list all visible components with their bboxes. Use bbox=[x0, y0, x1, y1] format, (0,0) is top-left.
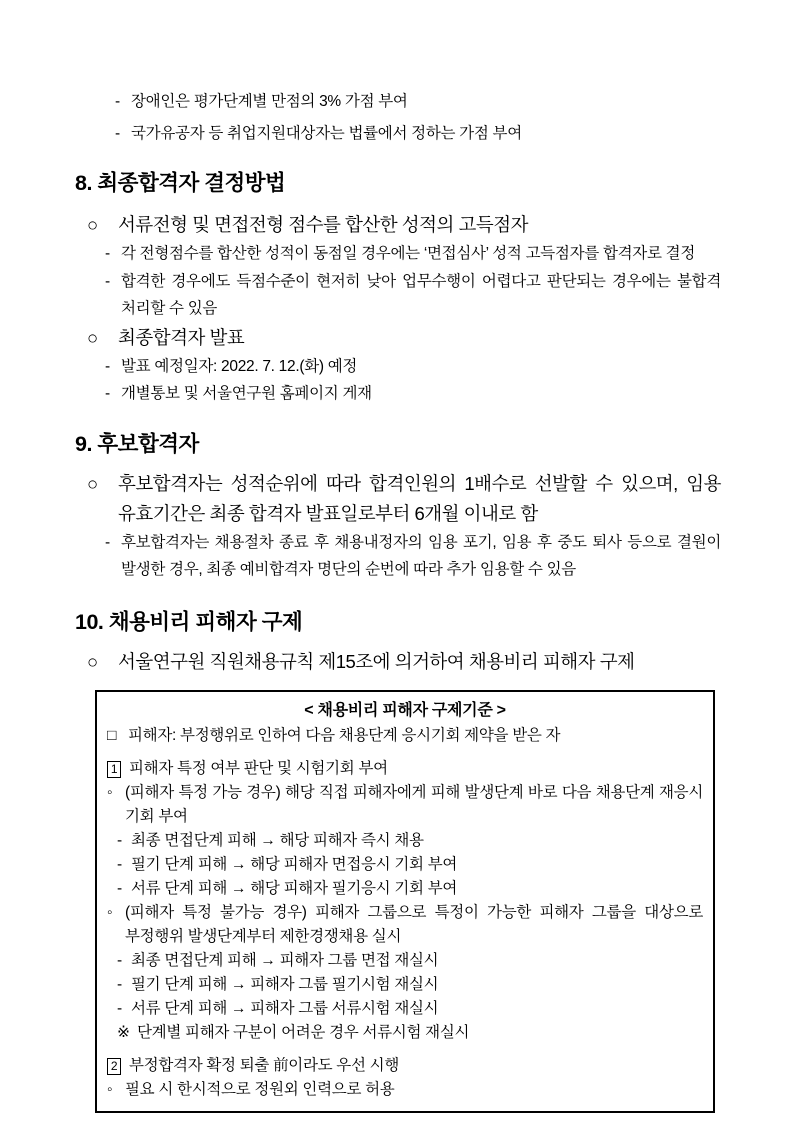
dash-bullet: - bbox=[115, 125, 120, 142]
clause-1 bbox=[107, 757, 703, 781]
small-circle-bullet: ◦ bbox=[107, 783, 113, 801]
item-text: 서류전형 및 면접전형 점수를 합산한 성적의 고득점자 bbox=[118, 214, 529, 235]
clause-2 bbox=[107, 1054, 703, 1078]
boxed-number-icon bbox=[107, 757, 129, 781]
item-text: 후보합격자는 성적순위에 따라 합격인원의 1배수로 선발할 수 있으며, 임용 유효기간은 최종 합격자 발표일로부터 6개월 이내로 함 bbox=[118, 472, 721, 524]
section-10-heading: 10. 채용비리 피해자 구제 bbox=[75, 609, 303, 634]
clause-1-number: 1 bbox=[107, 761, 121, 778]
item-text: 필요 시 한시적으로 정원외 인력으로 허용 bbox=[125, 1080, 395, 1098]
reference-mark: ※ bbox=[117, 1023, 130, 1041]
item-text: 합격한 경우에도 득점수준이 현저히 낮아 업무수행이 어렵다고 판단되는 경우에는 불합격 처리할 수 있음 bbox=[121, 272, 721, 317]
victim-definition bbox=[107, 724, 703, 748]
remedy-box-title: < 채용비리 피해자 구제기준 > bbox=[304, 701, 506, 719]
dash-bullet: - bbox=[117, 975, 122, 993]
item-text: 장애인은 평가단계별 만점의 3% 가점 부여 bbox=[131, 93, 408, 110]
case1-written-stage bbox=[117, 853, 703, 877]
item-text: 부정합격자 확정 퇴출 前이라도 우선 시행 bbox=[129, 1056, 400, 1074]
item-text: 최종 면접단계 피해 → 피해자 그룹 면접 재실시 bbox=[131, 951, 439, 969]
item-text: 필기 단계 피해 → 해당 피해자 면접응시 기회 부여 bbox=[131, 855, 458, 873]
section8-subitem-tie-break bbox=[105, 240, 721, 268]
item-text: 발표 예정일자: 2022. 7. 12.(화) 예정 bbox=[121, 357, 358, 375]
section10-item-remedy-basis bbox=[87, 647, 721, 677]
clause2-item-temp-headcount bbox=[107, 1078, 703, 1102]
document-content bbox=[75, 86, 721, 1113]
square-bullet: □ bbox=[107, 726, 117, 744]
section-9-heading: 9. 후보합격자 bbox=[75, 431, 199, 456]
item-text: 후보합격자는 채용절차 종료 후 채용내정자의 임용 포기, 임용 후 중도 퇴사 등으로 결원이 발생한 경우, 최종 예비합격자 명단의 순번에 따라 추가 임용할 수 있음 bbox=[121, 533, 721, 578]
dash-bullet: - bbox=[117, 951, 122, 969]
section9-item-reserve-selection bbox=[87, 469, 721, 529]
circle-bullet: ○ bbox=[87, 326, 98, 348]
case-unidentifiable-victim bbox=[107, 901, 703, 949]
case2-document-stage bbox=[117, 997, 703, 1021]
item-text: 서류 단계 피해 → 해당 피해자 필기응시 기회 부여 bbox=[131, 879, 458, 897]
dash-bullet: - bbox=[117, 855, 122, 873]
item-text: 필기 단계 피해 → 피해자 그룹 필기시험 재실시 bbox=[131, 975, 439, 993]
clause-2-number: 2 bbox=[107, 1058, 121, 1075]
dash-bullet: - bbox=[117, 831, 122, 849]
case2-note bbox=[117, 1021, 703, 1045]
dash-bullet: - bbox=[117, 999, 122, 1017]
item-text: 서울연구원 직원채용규칙 제15조에 의거하여 채용비리 피해자 구제 bbox=[118, 650, 635, 672]
dash-bullet: - bbox=[105, 272, 110, 290]
section8-subitem-notify-method bbox=[105, 380, 721, 408]
section-8-heading: 8. 최종합격자 결정방법 bbox=[75, 171, 286, 195]
item-text: (피해자 특정 가능 경우) 해당 직접 피해자에게 피해 발생단계 바로 다음 채용단계 재응시 기회 부여 bbox=[125, 783, 703, 825]
item-text: 국가유공자 등 취업지원대상자는 법률에서 정하는 가점 부여 bbox=[131, 125, 522, 142]
circle-bullet: ○ bbox=[87, 650, 98, 672]
small-circle-bullet: ◦ bbox=[107, 1080, 113, 1098]
remedy-criteria-box bbox=[95, 690, 715, 1113]
dash-bullet: - bbox=[117, 879, 122, 897]
boxed-number-icon bbox=[107, 1054, 129, 1078]
dash-bullet: - bbox=[105, 385, 110, 402]
dash-bullet: - bbox=[105, 533, 110, 551]
dash-bullet: - bbox=[115, 93, 120, 110]
case-identifiable-victim bbox=[107, 781, 703, 829]
item-text: (피해자 특정 불가능 경우) 피해자 그룹으로 특정이 가능한 피해자 그룹을 대상으로 부정행위 발생단계부터 제한경쟁채용 실시 bbox=[125, 903, 703, 945]
case2-written-stage bbox=[117, 973, 703, 997]
section8-item-announcement bbox=[87, 323, 721, 353]
case2-final-interview bbox=[117, 949, 703, 973]
case1-final-interview bbox=[117, 829, 703, 853]
item-text: 최종 면접단계 피해 → 해당 피해자 즉시 채용 bbox=[131, 831, 424, 849]
section8-item-score-sum bbox=[87, 210, 721, 240]
item-text: 피해자: 부정행위로 인하여 다음 채용단계 응시기회 제약을 받은 자 bbox=[128, 726, 561, 744]
circle-bullet: ○ bbox=[87, 214, 98, 235]
item-text: 피해자 특정 여부 판단 및 시험기회 부여 bbox=[129, 759, 388, 777]
section9-subitem-vacancy-fill bbox=[105, 529, 721, 584]
case1-document-stage bbox=[117, 877, 703, 901]
item-text: 최종합격자 발표 bbox=[118, 326, 245, 348]
item-text: 각 전형점수를 합산한 성적이 동점일 경우에는 ‘면접심사’ 성적 고득점자를 합격자로 결정 bbox=[121, 245, 696, 262]
item-text: 서류 단계 피해 → 피해자 그룹 서류시험 재실시 bbox=[131, 999, 439, 1017]
small-circle-bullet: ◦ bbox=[107, 903, 113, 921]
section8-subitem-announce-date bbox=[105, 353, 721, 381]
item-text: 단계별 피해자 구분이 어려운 경우 서류시험 재실시 bbox=[137, 1023, 470, 1041]
dash-bullet: - bbox=[105, 245, 110, 262]
circle-bullet: ○ bbox=[87, 472, 98, 494]
gain-point-item-veteran bbox=[115, 118, 721, 150]
dash-bullet: - bbox=[105, 357, 110, 375]
gain-point-item-disabled bbox=[115, 86, 721, 118]
item-text: 개별통보 및 서울연구원 홈페이지 게재 bbox=[121, 385, 372, 402]
section8-subitem-low-score bbox=[105, 268, 721, 323]
